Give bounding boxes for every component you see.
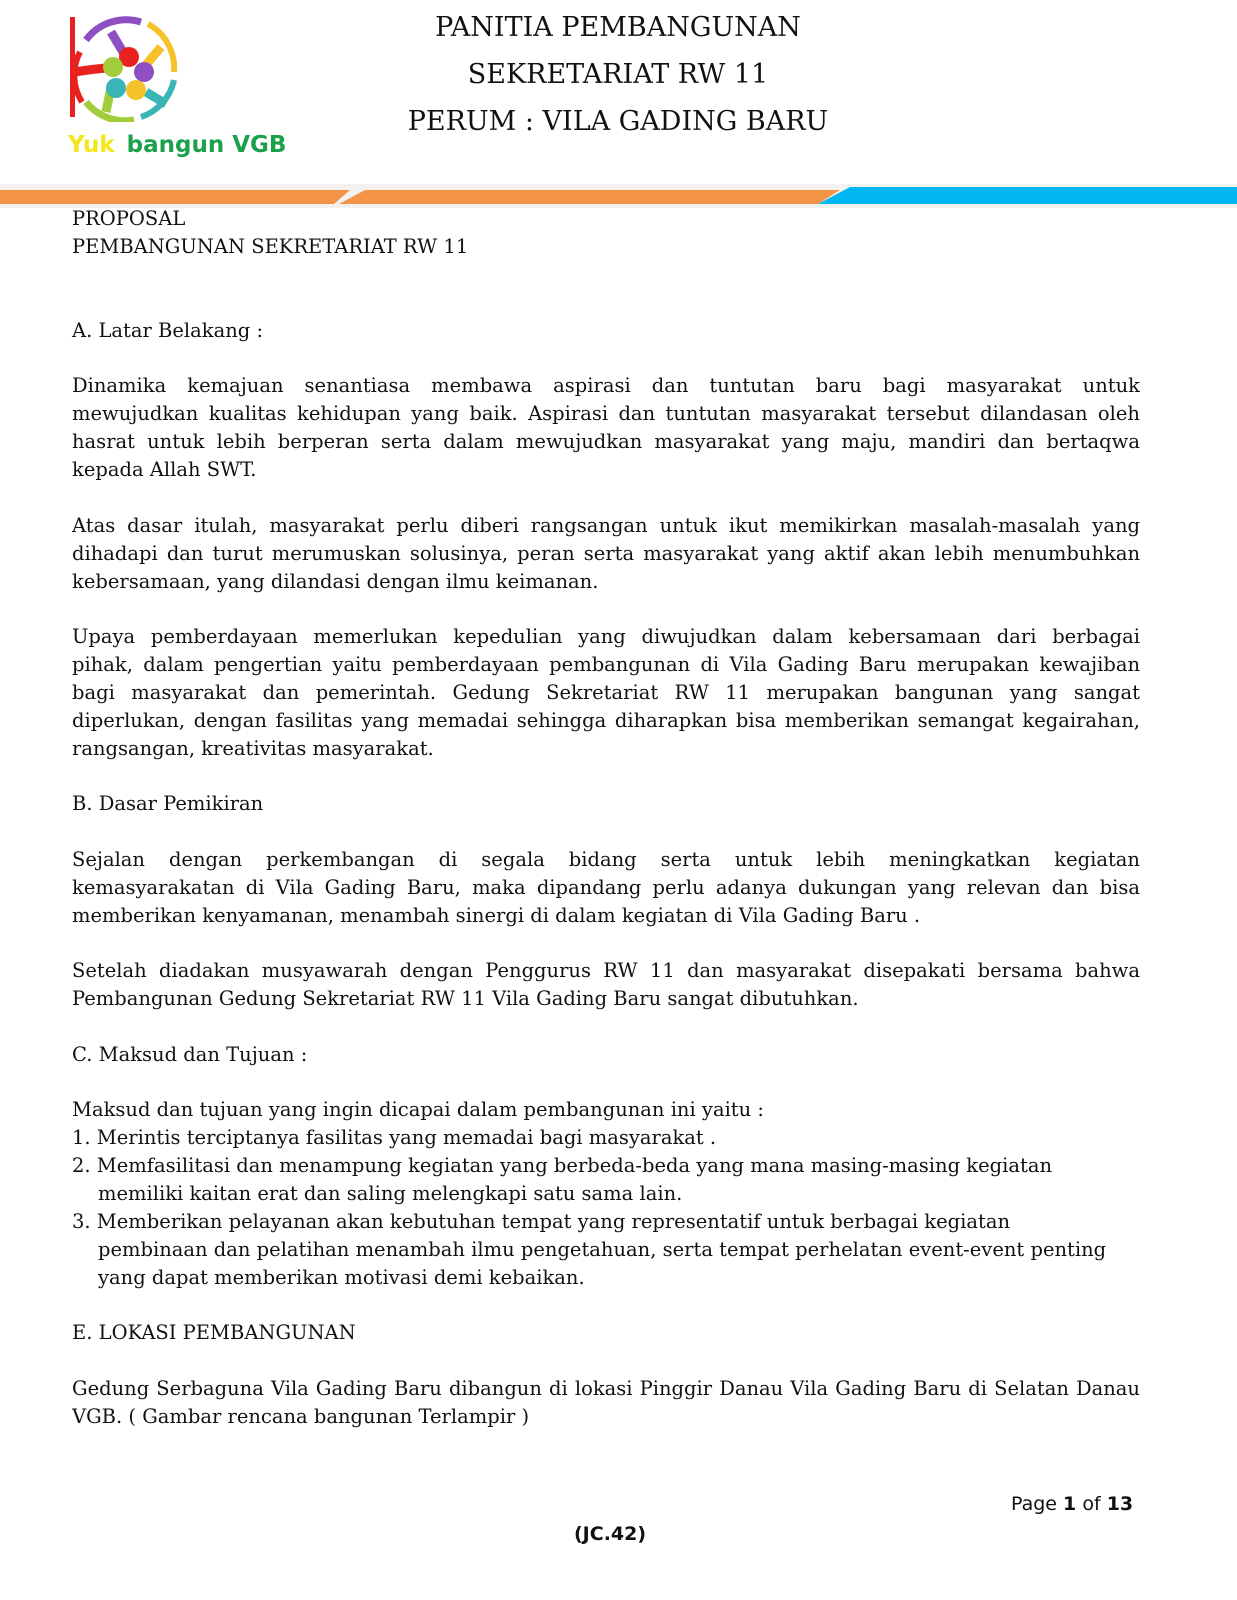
text-line: Pembangunan Gedung Sekretariat RW 11 Vila Gading Baru sangat dibutuhkan. bbox=[72, 987, 859, 1010]
document-code: (JC.42) bbox=[574, 1523, 647, 1545]
text-line: E. LOKASI PEMBANGUNAN bbox=[72, 1321, 356, 1344]
text-line: mewujudkan kualitas kehidupan yang baik. Aspirasi dan tuntutan masyarakat tersebut dilandasan oleh bbox=[72, 402, 1140, 425]
text-line: pihak, dalam pengertian yaitu pemberdayaan pembangunan di Vila Gading Baru merupakan kewajiban bbox=[72, 653, 1140, 676]
section-heading bbox=[72, 1041, 1140, 1069]
page-label: Page bbox=[1011, 1493, 1057, 1515]
text-line: Upaya pemberdayaan memerlukan kepedulian yang diwujudkan dalam kebersamaan dari berbagai bbox=[72, 625, 1140, 648]
text-line: PROPOSAL bbox=[72, 207, 186, 230]
text-line: diperlukan, dengan fasilitas yang memadai sehingga diharapkan bisa memberikan semangat kegairahan, bbox=[72, 709, 1140, 732]
logo-text-bangun: bangun VGB bbox=[126, 132, 287, 158]
page-current: 1 bbox=[1063, 1493, 1077, 1515]
text-line: Gedung Serbaguna Vila Gading Baru dibangun di lokasi Pinggir Danau Vila Gading Baru di Selatan Danau bbox=[72, 1377, 1140, 1400]
text-line: kemasyarakatan di Vila Gading Baru, maka dipandang perlu adanya dukungan yang relevan dan bisa bbox=[72, 876, 1140, 899]
paragraph bbox=[72, 623, 1140, 763]
text-line: pembinaan dan pelatihan menambah ilmu pengetahuan, serta tempat perhelatan event-event penting bbox=[98, 1238, 1107, 1261]
paragraph bbox=[72, 512, 1140, 596]
text-line: Atas dasar itulah, masyarakat perlu diberi rangsangan untuk ikut memikirkan masalah-masalah yang bbox=[72, 514, 1140, 537]
page-total: 13 bbox=[1106, 1493, 1134, 1515]
logo-text-yuk: Yuk bbox=[68, 132, 115, 158]
text-line: Maksud dan tujuan yang ingin dicapai dalam pembangunan ini yaitu : bbox=[72, 1098, 764, 1121]
section-heading bbox=[72, 1319, 1140, 1347]
section-heading bbox=[72, 317, 1140, 345]
text-line: 2. Memfasilitasi dan menampung kegiatan yang berbeda-beda yang mana masing-masing kegiatan bbox=[72, 1154, 1053, 1177]
text-line: Setelah diadakan musyawarah dengan Penggurus RW 11 dan masyarakat disepakati bersama bahwa bbox=[72, 959, 1140, 982]
text-line: rangsangan, kreativitas masyarakat. bbox=[72, 737, 434, 760]
text-line: yang dapat memberikan motivasi demi kebaikan. bbox=[98, 1266, 585, 1289]
text-line: kepada Allah SWT. bbox=[72, 458, 257, 481]
header-line-2: SEKRETARIAT RW 11 bbox=[467, 59, 769, 90]
text-line: Sejalan dengan perkembangan di segala bidang serta untuk lebih meningkatkan kegiatan bbox=[72, 848, 1140, 871]
paragraph bbox=[72, 372, 1140, 484]
text-line: B. Dasar Pemikiran bbox=[72, 792, 264, 815]
section-heading bbox=[72, 790, 1140, 818]
text-line: kebersamaan, yang dilandasi dengan ilmu keimanan. bbox=[72, 570, 599, 593]
text-line: hasrat untuk lebih berperan serta dalam mewujudkan masyarakat yang maju, mandiri dan bertaqwa bbox=[72, 430, 1140, 453]
text-line: 1. Merintis terciptanya fasilitas yang memadai bagi masyarakat . bbox=[72, 1126, 717, 1149]
paragraph bbox=[72, 957, 1140, 1013]
logo-text bbox=[68, 132, 286, 158]
text-line: PEMBANGUNAN SEKRETARIAT RW 11 bbox=[72, 235, 469, 258]
paragraph bbox=[72, 205, 1140, 261]
text-line: 3. Memberikan pelayanan akan kebutuhan tempat yang representatif untuk berbagai kegiatan bbox=[72, 1210, 1011, 1233]
text-line: dihadapi dan turut merumuskan solusinya, peran serta masyarakat yang aktif akan lebih menumbuhkan bbox=[72, 542, 1140, 565]
yuk-bangun-vgb-logo bbox=[66, 12, 186, 126]
page-number bbox=[1011, 1493, 1133, 1515]
paragraph bbox=[72, 1375, 1140, 1431]
text-line: C. Maksud dan Tujuan : bbox=[72, 1043, 308, 1066]
paragraph bbox=[72, 1096, 1140, 1292]
text-line: bagi masyarakat dan pemerintah. Gedung Sekretariat RW 11 merupakan bangunan yang sangat bbox=[72, 681, 1140, 704]
paragraph bbox=[72, 846, 1140, 930]
text-line: A. Latar Belakang : bbox=[72, 319, 264, 342]
header-line-1: PANITIA PEMBANGUNAN bbox=[435, 12, 801, 43]
text-line: Dinamika kemajuan senantiasa membawa aspirasi dan tuntutan baru bagi masyarakat untuk bbox=[72, 374, 1140, 397]
text-line: VGB. ( Gambar rencana bangunan Terlampir ) bbox=[72, 1405, 530, 1428]
text-line: memiliki kaitan erat dan saling melengkapi satu sama lain. bbox=[98, 1182, 683, 1205]
of-label: of bbox=[1082, 1493, 1101, 1515]
text-line: memberikan kenyamanan, menambah sinergi di dalam kegiatan di Vila Gading Baru . bbox=[72, 904, 921, 927]
header-line-3: PERUM : VILA GADING BARU bbox=[407, 106, 829, 137]
